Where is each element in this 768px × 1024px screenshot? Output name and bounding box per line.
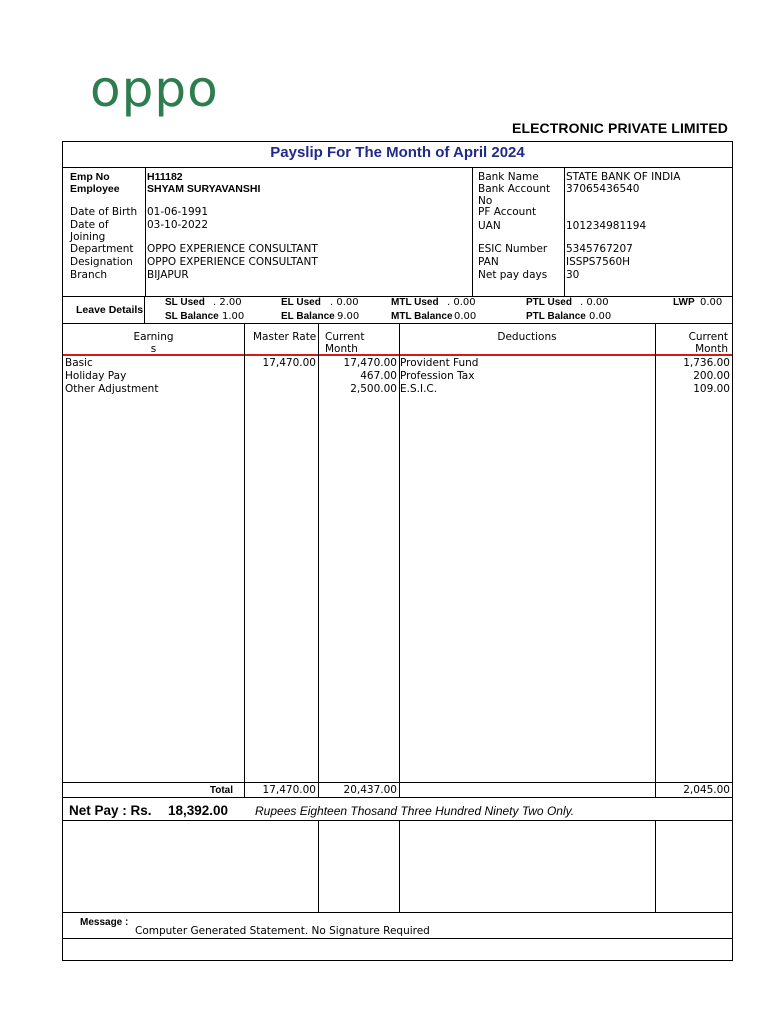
earnings-header-2: s [150, 343, 157, 355]
current-month-header: Current [325, 331, 365, 343]
el-balance-label: EL Balance [281, 311, 335, 322]
bank-account-value: 37065436540 [566, 183, 640, 195]
department-value: OPPO EXPERIENCE CONSULTANT [147, 243, 318, 255]
total-current: 20,437.00 [343, 784, 397, 796]
message-text: Computer Generated Statement. No Signature Required [135, 925, 430, 937]
branch-label: Branch [70, 269, 108, 281]
earning-name: Other Adjustment [65, 383, 159, 395]
ptl-used-value: . 0.00 [580, 297, 609, 308]
divider [564, 167, 565, 296]
earnings-header: Earning [133, 331, 174, 343]
net-pay-label: Net Pay : Rs. [69, 803, 152, 818]
dob-label: Date of Birth [70, 206, 138, 218]
earning-name: Basic [65, 357, 93, 369]
pan-label: PAN [478, 256, 499, 268]
bank-name-value: STATE BANK OF INDIA [566, 171, 681, 183]
deduction-current-header-2: Month [695, 343, 728, 355]
el-used-value: . 0.00 [330, 297, 359, 308]
total-master: 17,470.00 [262, 784, 316, 796]
emp-no-label: Emp No [70, 171, 110, 183]
earning-current: 2,500.00 [350, 383, 397, 395]
designation-value: OPPO EXPERIENCE CONSULTANT [147, 256, 318, 268]
pan-value: ISSPS7560H [566, 256, 631, 268]
current-month-header-2: Month [325, 343, 358, 355]
sl-used-label: SL Used [165, 297, 205, 308]
branch-value: BIJAPUR [147, 269, 189, 281]
designation-label: Designation [70, 256, 133, 268]
ptl-balance-label: PTL Balance [526, 311, 586, 322]
divider [63, 797, 732, 798]
bank-name-label: Bank Name [478, 171, 539, 183]
earning-current: 17,470.00 [343, 357, 397, 369]
divider [63, 167, 732, 168]
employee-label: Employee [70, 183, 120, 195]
divider [144, 296, 145, 323]
divider [63, 938, 732, 939]
esic-value: 5345767207 [566, 243, 633, 255]
lwp-label: LWP [673, 297, 695, 308]
total-label: Total [209, 785, 233, 796]
divider [318, 820, 319, 912]
earning-name: Holiday Pay [65, 370, 127, 382]
deduction-amount: 109.00 [693, 383, 730, 395]
deduction-amount: 1,736.00 [683, 357, 730, 369]
employee-value: SHYAM SURYAVANSHI [147, 183, 261, 195]
leave-details-label: Leave Details [76, 304, 144, 316]
ptl-balance-value: 0.00 [589, 311, 612, 322]
sl-balance-label: SL Balance [165, 311, 219, 322]
mtl-used-label: MTL Used [391, 297, 439, 308]
esic-label: ESIC Number [478, 243, 548, 255]
dob-value: 01-06-1991 [147, 206, 209, 218]
deductions-header: Deductions [497, 331, 557, 343]
divider [145, 167, 146, 296]
el-used-label: EL Used [281, 297, 321, 308]
payslip-title: Payslip For The Month of April 2024 [270, 144, 525, 161]
mtl-balance-value: 0.00 [454, 311, 477, 322]
department-label: Department [70, 243, 134, 255]
divider [63, 912, 732, 913]
bank-account-label-2: No [478, 195, 493, 207]
mtl-used-value: . 0.00 [447, 297, 476, 308]
company-name: ELECTRONIC PRIVATE LIMITED [512, 120, 728, 136]
deduction-name: Profession Tax [400, 370, 475, 382]
divider [399, 820, 400, 912]
lwp-value: 0.00 [700, 297, 723, 308]
deduction-name: E.S.I.C. [400, 383, 438, 395]
deduction-current-header: Current [688, 331, 728, 343]
divider [63, 820, 732, 821]
doj-value: 03-10-2022 [147, 219, 209, 231]
payslip-frame [62, 141, 733, 961]
emp-no-value: H11182 [147, 171, 183, 183]
earning-master: 17,470.00 [262, 357, 316, 369]
oppo-logo [88, 64, 254, 120]
bank-account-label: Bank Account [478, 183, 551, 195]
uan-label: UAN [478, 220, 501, 232]
sl-balance-value: 1.00 [222, 311, 245, 322]
divider [63, 782, 732, 783]
divider [655, 820, 656, 912]
net-pay-words: Rupees Eighteen Thosand Three Hundred Ninety Two Only. [255, 804, 575, 818]
uan-value: 101234981194 [566, 220, 647, 232]
netpay-days-label: Net pay days [478, 269, 548, 281]
deduction-amount: 200.00 [693, 370, 730, 382]
master-rate-header: Master Rate [253, 331, 317, 343]
doj-label: Date of [70, 219, 109, 231]
el-balance-value: 9.00 [337, 311, 360, 322]
earning-current: 467.00 [360, 370, 397, 382]
logo-wordmark: oppo [90, 64, 219, 118]
ptl-used-label: PTL Used [526, 297, 572, 308]
doj-label-2: Joining [70, 231, 106, 243]
net-pay-amount: 18,392.00 [168, 803, 229, 818]
sl-used-value: . 2.00 [213, 297, 242, 308]
total-deductions: 2,045.00 [683, 784, 730, 796]
pf-account-label: PF Account [478, 206, 537, 218]
divider [472, 167, 473, 296]
deduction-name: Provident Fund [400, 357, 479, 369]
netpay-days-value: 30 [566, 269, 580, 281]
message-label: Message : [80, 917, 129, 928]
mtl-balance-label: MTL Balance [391, 311, 453, 322]
divider [244, 323, 245, 797]
divider [63, 323, 732, 324]
